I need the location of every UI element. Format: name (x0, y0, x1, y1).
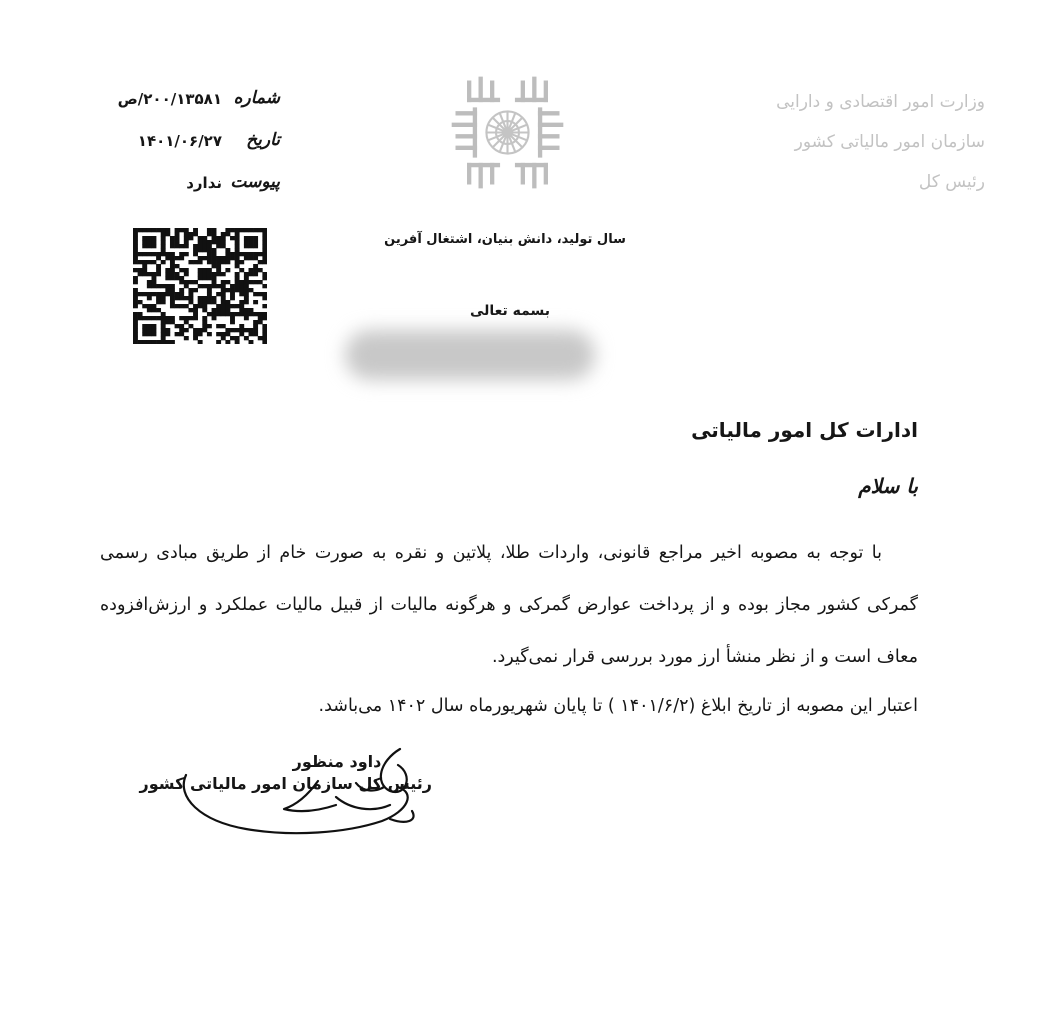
redacted-area (345, 330, 595, 380)
number-label: شماره (233, 88, 280, 108)
ministry-line: رئیس کل (918, 172, 985, 192)
date-value: ۱۴۰۱/۰۶/۲۷ (137, 132, 222, 150)
recipient: ادارات کل امور مالیاتی (691, 418, 918, 442)
number-row (115, 88, 280, 130)
letter-body (100, 527, 918, 721)
body-paragraph-2: اعتبار این مصوبه از تاریخ ابلاغ (۱۴۰۱/۶/۲ ) تا پایان شهریورماه سال ۱۴۰۲ می‌باشد. (318, 696, 918, 716)
attachment-row (115, 172, 280, 214)
iran-government-emblem-icon (450, 75, 565, 190)
year-slogan: سال تولید، دانش بنیان، اشتغال آفرین (384, 232, 626, 247)
signatory-name: داود منظور (292, 752, 382, 771)
basmala: بسمه تعالی (469, 303, 551, 319)
ministry-line: سازمان امور مالیاتی کشور (794, 132, 985, 152)
date-row (115, 130, 280, 172)
signatory-title: رئیس کل سازمان امور مالیاتی کشور (139, 774, 432, 793)
body-paragraph-1: با توجه به مصوبه اخیر مراجع قانونی، واردات طلا، پلاتین و نقره به صورت خام از طریق مبادی رسمی گمرکی کشور مجاز بوده و از پرداخت عوارض گمرکی و هرگونه مالیات از قبیل مالیات عملکرد و ارزش‌افزوده معاف است و از نظر منشأ ارز مورد بررسی قرار نمی‌گیرد. (100, 543, 918, 667)
date-label: تاریخ (246, 130, 280, 150)
greeting: با سلام (858, 474, 918, 498)
attachment-label: پیوست (230, 172, 280, 192)
ministry-header (770, 82, 985, 202)
letter-meta (115, 88, 280, 214)
number-value: ۲۰۰/۱۳۵۸۱/ص (117, 90, 222, 108)
ministry-line: وزارت امور اقتصادی و دارایی (776, 92, 985, 112)
qr-code-icon (133, 228, 267, 344)
attachment-value: ندارد (186, 174, 222, 192)
